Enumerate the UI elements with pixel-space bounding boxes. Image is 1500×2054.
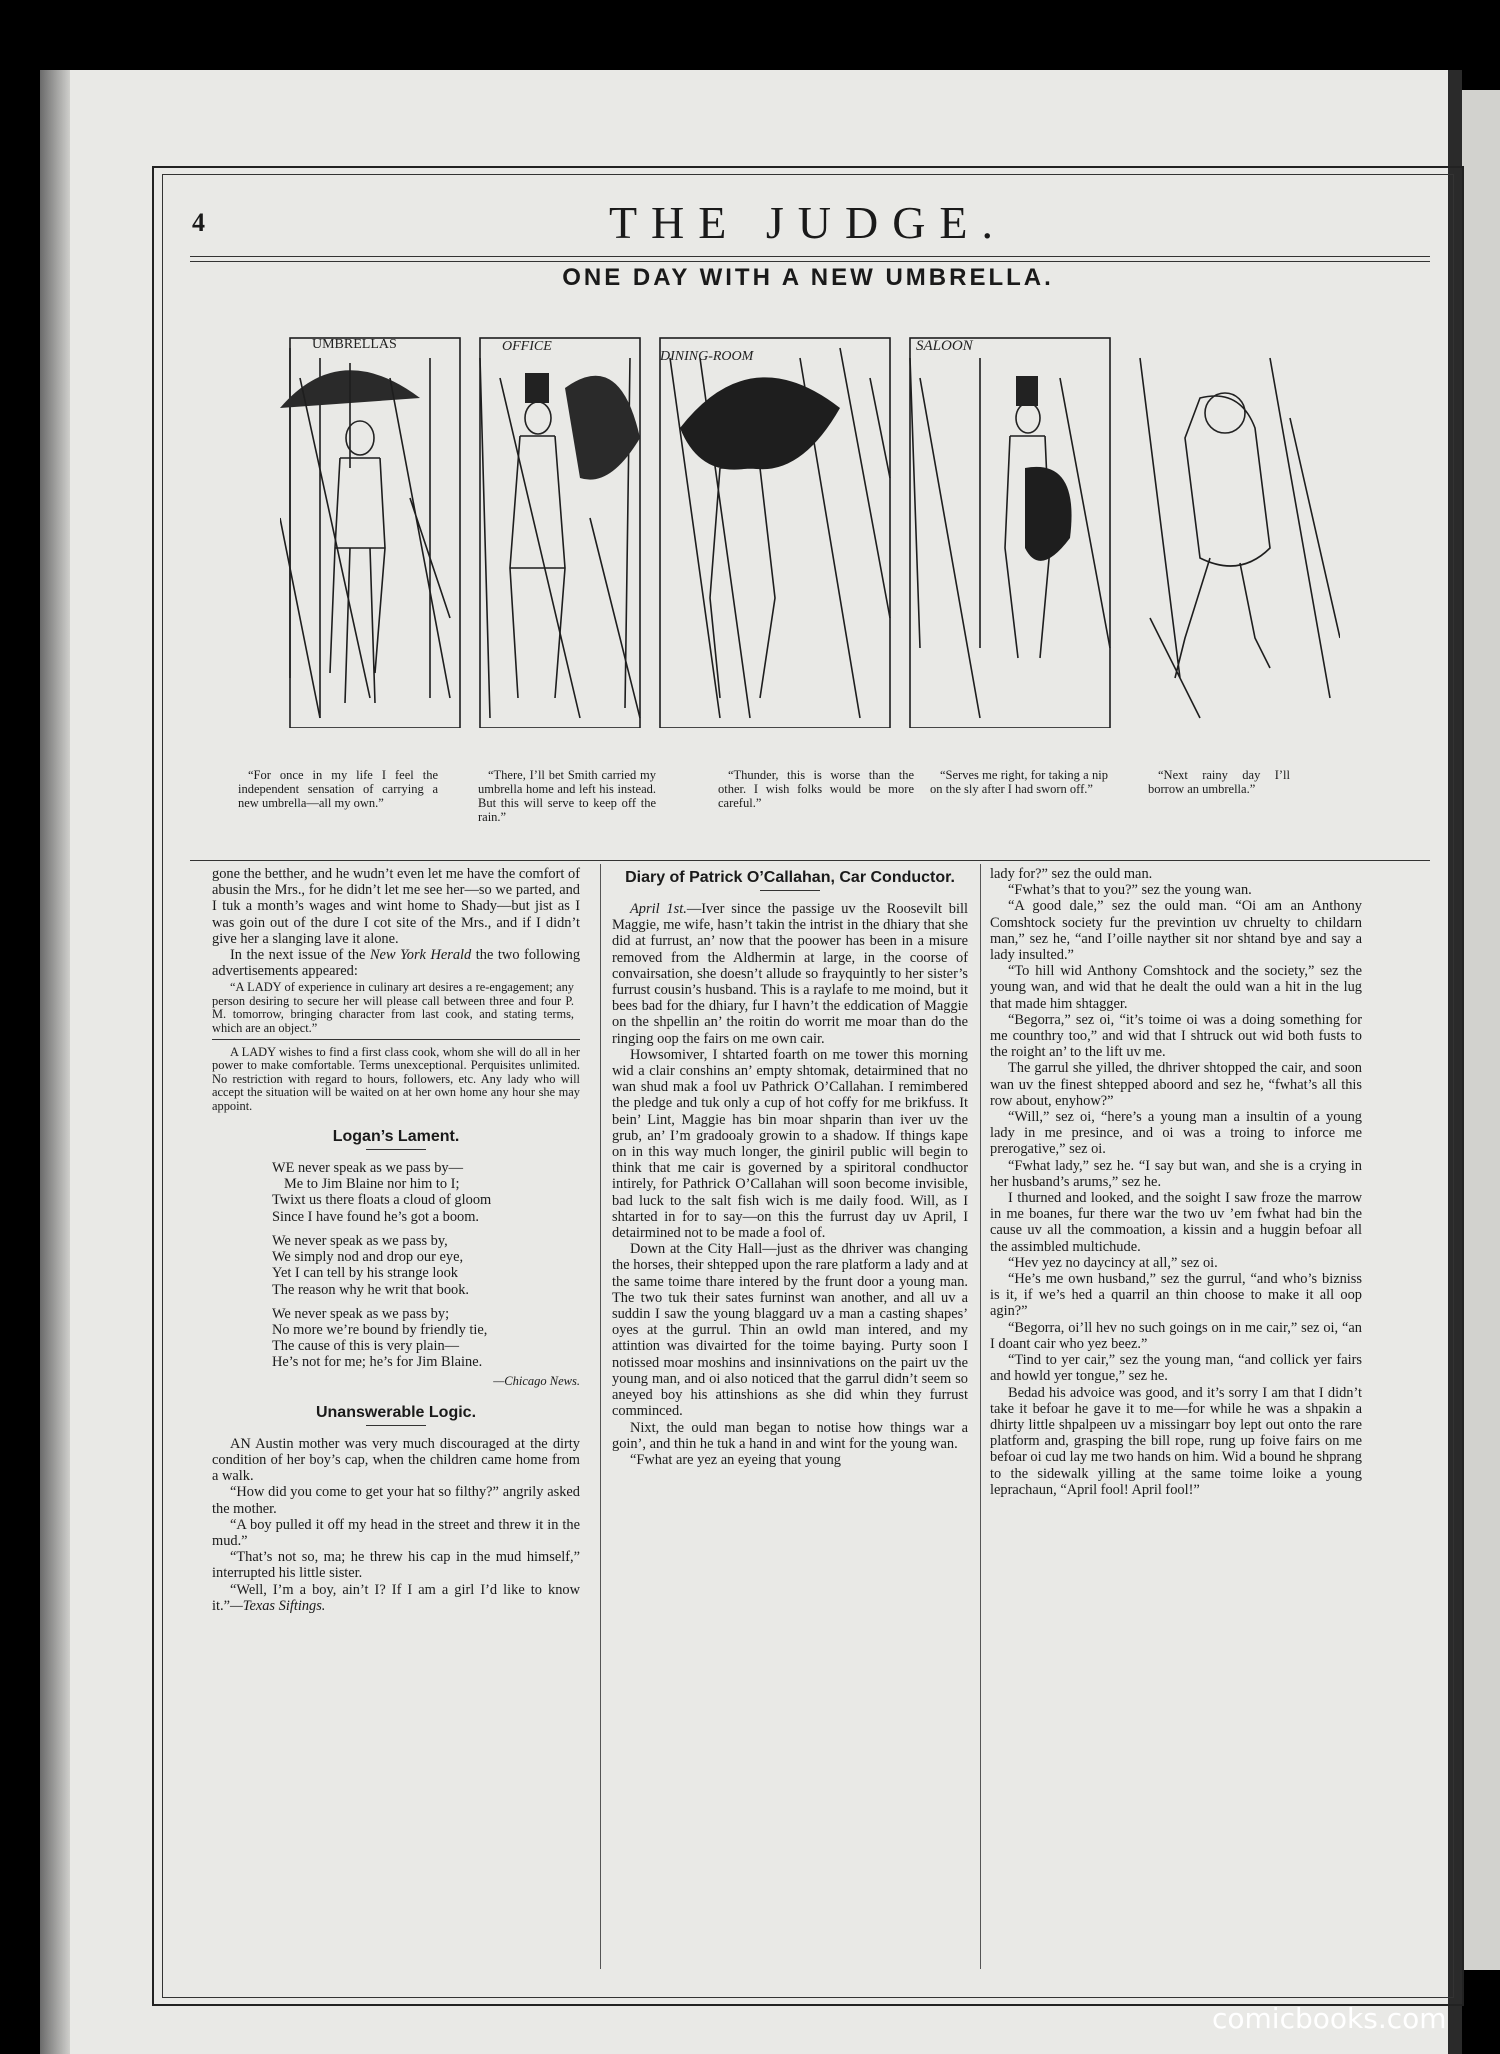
article-paragraph: Bedad his advoice was good, and it’s sorry I am that I didn’t take it befoar he gave it to me—for while he was a shpakin a dhirty little shpalpeen uv a missingarr boy lept out onto the rare platform and, grasping the bill rope, rung up foive fairs on me befoar oi cud lay me two hands on him. Wid a bound he shprang to the sidewalk yilling at the same toime loike a young leprachaun, “April fool! April fool!” [990, 1384, 1362, 1498]
panel-dining-room [659, 338, 890, 728]
article-paragraph: “Begorra,” sez oi, “it’s toime oi was a doing something for me counthry too,” and wid that I shtruck out wid both fusts to the roight an’ to the lift uv me. [990, 1011, 1362, 1061]
article-paragraph: Howsomiver, I shtarted foarth on me tower this morning wid a clair conshins an’ empty shtomak, detairmined that no wan shud mak a fool uv Pathrick O’Callahan. I remimbered the pledge and tuk only a cup of hot coffy for me brikfuss. It bein’ Lint, Maggie has bin moar shparin than iver uv the grub, an’ I’m gradooaly growin to a shadow. If things kape on in this way much longer, the giniril public will begin to think that me cair is governed by a spiritoral condhuctor intirely, for Pathrick O’Callahan will soon become invisible, bad luck to the salt fish wich is me daily food. Will, as I shtarted in for to say—on this the furrust day uv April, I detairmined not to be made a fool of. [612, 1046, 968, 1242]
site-watermark: comicbooks.com [1212, 2002, 1447, 2035]
article-paragraph: “Well, I’m a boy, ain’t I? If I am a girl I’d like to know it.”—Texas Siftings. [212, 1581, 580, 1614]
herald-line: In the next issue of the New York Herald the two following advertisements appeared: [212, 947, 581, 980]
sign-umbrellas: UMBRELLAS [312, 337, 397, 352]
sign-dining-room: DINING-ROOM [660, 349, 754, 364]
masthead-rule [190, 261, 1430, 262]
title-rule [366, 1425, 426, 1426]
article-paragraph: “How did you come to get your hat so filthy?” angrily asked the mother. [212, 1484, 580, 1517]
poem-stanza [272, 1233, 580, 1298]
article-paragraph: “Hev yez no daycincy at all,” sez oi. [1008, 1254, 1218, 1271]
article-paragraph: April 1st.—Iver since the passige uv the Roosevilt bill Maggie, me wife, hasn’t takin the intrist in the dhiary that she did at furrust, an’ now that the poower has been in a misure removed from the Aldhermin at large, in the coorse of convairsation, she doesn’t allude so frayquintly to her sister’s furrust cousin’s husband. This is a raylafe to me moind, but it bees bad for the dhiary, fur I havn’t the eddication of Maggie on the shpellin an’ the roitin do worrit me moar than do the ringing oop the fairs on me own cair. [612, 901, 968, 1047]
scan-edge-shadow [40, 70, 70, 2054]
caption-1: “For once in my life I feel the independent sensation of carrying a new umbrella—all my own.” [238, 768, 438, 810]
poem-line: The cause of this is very plain— [272, 1338, 460, 1355]
article-paragraph: “Begorra, oi’ll hev no such goings on in me cair,” sez oi, “an I doant cair who yez beez.” [990, 1319, 1362, 1352]
article-paragraph: “Fwhat lady,” sez he. “I say but wan, and she is a crying in her husband’s arums,” sez he. [990, 1157, 1362, 1190]
poem [272, 1160, 580, 1370]
article-title: Unanswerable Logic. [315, 1403, 477, 1421]
page-number: 4 [192, 208, 205, 237]
poem-line: WE never speak as we pass by— [272, 1160, 464, 1177]
poem-line: Twixt us there floats a cloud of gloom [272, 1192, 492, 1209]
ad-divider [212, 1039, 580, 1040]
masthead-title: THE JUDGE. [608, 197, 1008, 248]
poem-line: No more we’re bound by friendly tie, [272, 1321, 488, 1338]
caption-2: “There, I’ll bet Smith carried my umbrella home and left his instead. But this will serve to keep off the rain.” [478, 768, 656, 824]
article-paragraph: “He’s me own husband,” sez the gurrul, “and who’s bizniss is it, if we’s hed a quarril an thin choose to make it all oop agin?” [990, 1271, 1362, 1320]
article-paragraph: lady for?” sez the ould man. [990, 866, 1153, 882]
adjacent-page-edge [1458, 90, 1500, 1970]
article-paragraph: “A boy pulled it off my head in the street and threw it in the mud.” [212, 1516, 580, 1549]
article-paragraph: “That’s not so, ma; he threw his cap in the mud himself,” interrupted his little sister. [212, 1549, 580, 1582]
column-rule [600, 864, 601, 1969]
panel-umbrellas [280, 337, 460, 728]
top-hat [525, 373, 549, 403]
umbrella-broken [1025, 467, 1072, 561]
caption-5: “Next rainy day I’ll borrow an umbrella.” [1148, 768, 1290, 796]
sign-office: OFFICE [502, 339, 552, 354]
poem-line: The reason why he writ that book. [272, 1281, 470, 1298]
poem-title: Logan’s Lament. [332, 1128, 460, 1146]
poem-line: Since I have found he’s got a boom. [272, 1208, 480, 1225]
poem-line: Me to Jim Blaine nor him to I; [284, 1176, 460, 1193]
article-paragraph: “Will,” sez oi, “here’s a young man a insultin of a young lady in me presince, and oi was a troing to inforce me prerogative,” sez oi. [990, 1109, 1362, 1158]
article-paragraph: Down at the City Hall—just as the dhriver was changing the horses, their shtepped upon the rare platform a lady and at the same toime thare intered by the frunt door a young man. The two tuk their sates furninst wan another, and all uv a suddin I saw the young blaggard uv a man a casting shapes’ oyes at the gurrul. Thin an owld man intered, and my attintion was divairted for the toime baying. Purty soon I notissed moar moshins and insinnivations on the pairt uv the young man, and oi also noticed that the garrul didn’t seem so aneyed boy his attinshions as she did whin they furrust comminced. [612, 1241, 968, 1420]
article-paragraph: The garrul she yilled, the dhriver shtopped the cair, and soon wan uv the finest shtepped aboord and sez he, “fwhat’s all this row about, enyhow?” [990, 1060, 1362, 1109]
article-paragraph: Nixt, the ould man began to notise how things war a goin’, and thin he tuk a hand in and wint for the young wan. [612, 1419, 968, 1452]
poem-stanza [272, 1306, 580, 1371]
cartoon-title: ONE DAY WITH A NEW UMBRELLA. [562, 264, 1054, 291]
advertisement-1: “A LADY of experience in culinary art desires a re-engagement; any person desiring to secure her will please call between three and four P. M. tomorrow, bringing character from last cook, and stating terms, which are an object.” [212, 980, 574, 1035]
poem-stanza [272, 1160, 580, 1225]
article-paragraph: “Fwhat are yez an eyeing that young [630, 1451, 841, 1468]
poem-line: We never speak as we pass by; [272, 1305, 450, 1322]
sign-saloon: SALOON [916, 338, 973, 354]
article-paragraph: AN Austin mother was very much discouraged at the dirty condition of her boy’s cap, when the children came home from a walk. [212, 1435, 580, 1485]
panel-rain-figure [1140, 358, 1340, 718]
poem-line: Yet I can tell by his strange look [272, 1265, 458, 1282]
diary-title: Diary of Patrick O’Callahan, Car Conductor. [625, 869, 955, 886]
cartoon-strip [280, 318, 1340, 728]
poem-line: We never speak as we pass by, [272, 1232, 448, 1249]
cartoon-rule [190, 860, 1430, 861]
story-continuation: gone the betther, and he wudn’t even let me have the comfort of abusin the Mrs., for he didn’t let me see her—so we parted, and I tuk a month’s wages and wint home to Shady—but jist as I was goin out of the dure I cot site of the Mrs., and if I didn’t give her a slanging lave it alone. [212, 866, 580, 947]
poem-line: He’s not for me; he’s for Jim Blaine. [272, 1354, 483, 1371]
caption-4: “Serves me right, for taking a nip on the sly after I had sworn off.” [930, 768, 1108, 796]
article-paragraph: I thurned and looked, and the soight I saw froze the marrow in me boanes, fur there war the two uv ’em fwhat had bin the cause uv all the commoation, a kissin and a huggin befoar all the assimbled multichude. [990, 1190, 1362, 1255]
column-3 [990, 866, 1362, 1498]
caption-3: “Thunder, this is worse than the other. I wish folks would be more careful.” [718, 768, 914, 810]
panel-office [480, 338, 640, 728]
title-rule [366, 1149, 426, 1150]
diary-date: April 1st. [630, 901, 687, 917]
advertisement-2: A LADY wishes to find a first class cook, whom she will do all in her power to make comfortable. Terms unexceptional. Perquisites unlimited. No restriction with regard to hours, followers, etc. Any lady who will accept the situation will be waited on at her own home any hour she may appoint. [212, 1045, 580, 1113]
article-paragraph: “Fwhat’s that to you?” sez the young wan. [1008, 882, 1252, 899]
article-paragraph: “A good dale,” sez the ould man. “Oi am an Anthony Comshtock society fur the previntion uv chruelty to childarn man,” sez he, “and I’oille nayther sit nor shtand bye and say a lady insulted.” [990, 898, 1362, 964]
article-credit: —Texas Siftings. [229, 1597, 326, 1614]
top-hat [1016, 376, 1038, 406]
poem-credit: —Chicago News. [493, 1373, 580, 1388]
article-paragraph: “To hill wid Anthony Comshtock and the society,” sez the young wan, and wid that he dealt the ould wan a hit in the lug that made him shtagger. [990, 963, 1362, 1012]
article-paragraph: “Tind to yer cair,” sez the young man, “and collick yer fairs and howld yer tongue,” sez he. [990, 1352, 1362, 1385]
column-1 [212, 866, 580, 1614]
column-rule [980, 864, 981, 1969]
newspaper-name: New York Herald [369, 947, 472, 964]
title-rule [760, 890, 820, 891]
panel-saloon [910, 338, 1110, 728]
poem-line: We simply nod and drop our eye, [272, 1249, 464, 1266]
masthead-rule [190, 256, 1430, 257]
column-2 [612, 866, 968, 1468]
